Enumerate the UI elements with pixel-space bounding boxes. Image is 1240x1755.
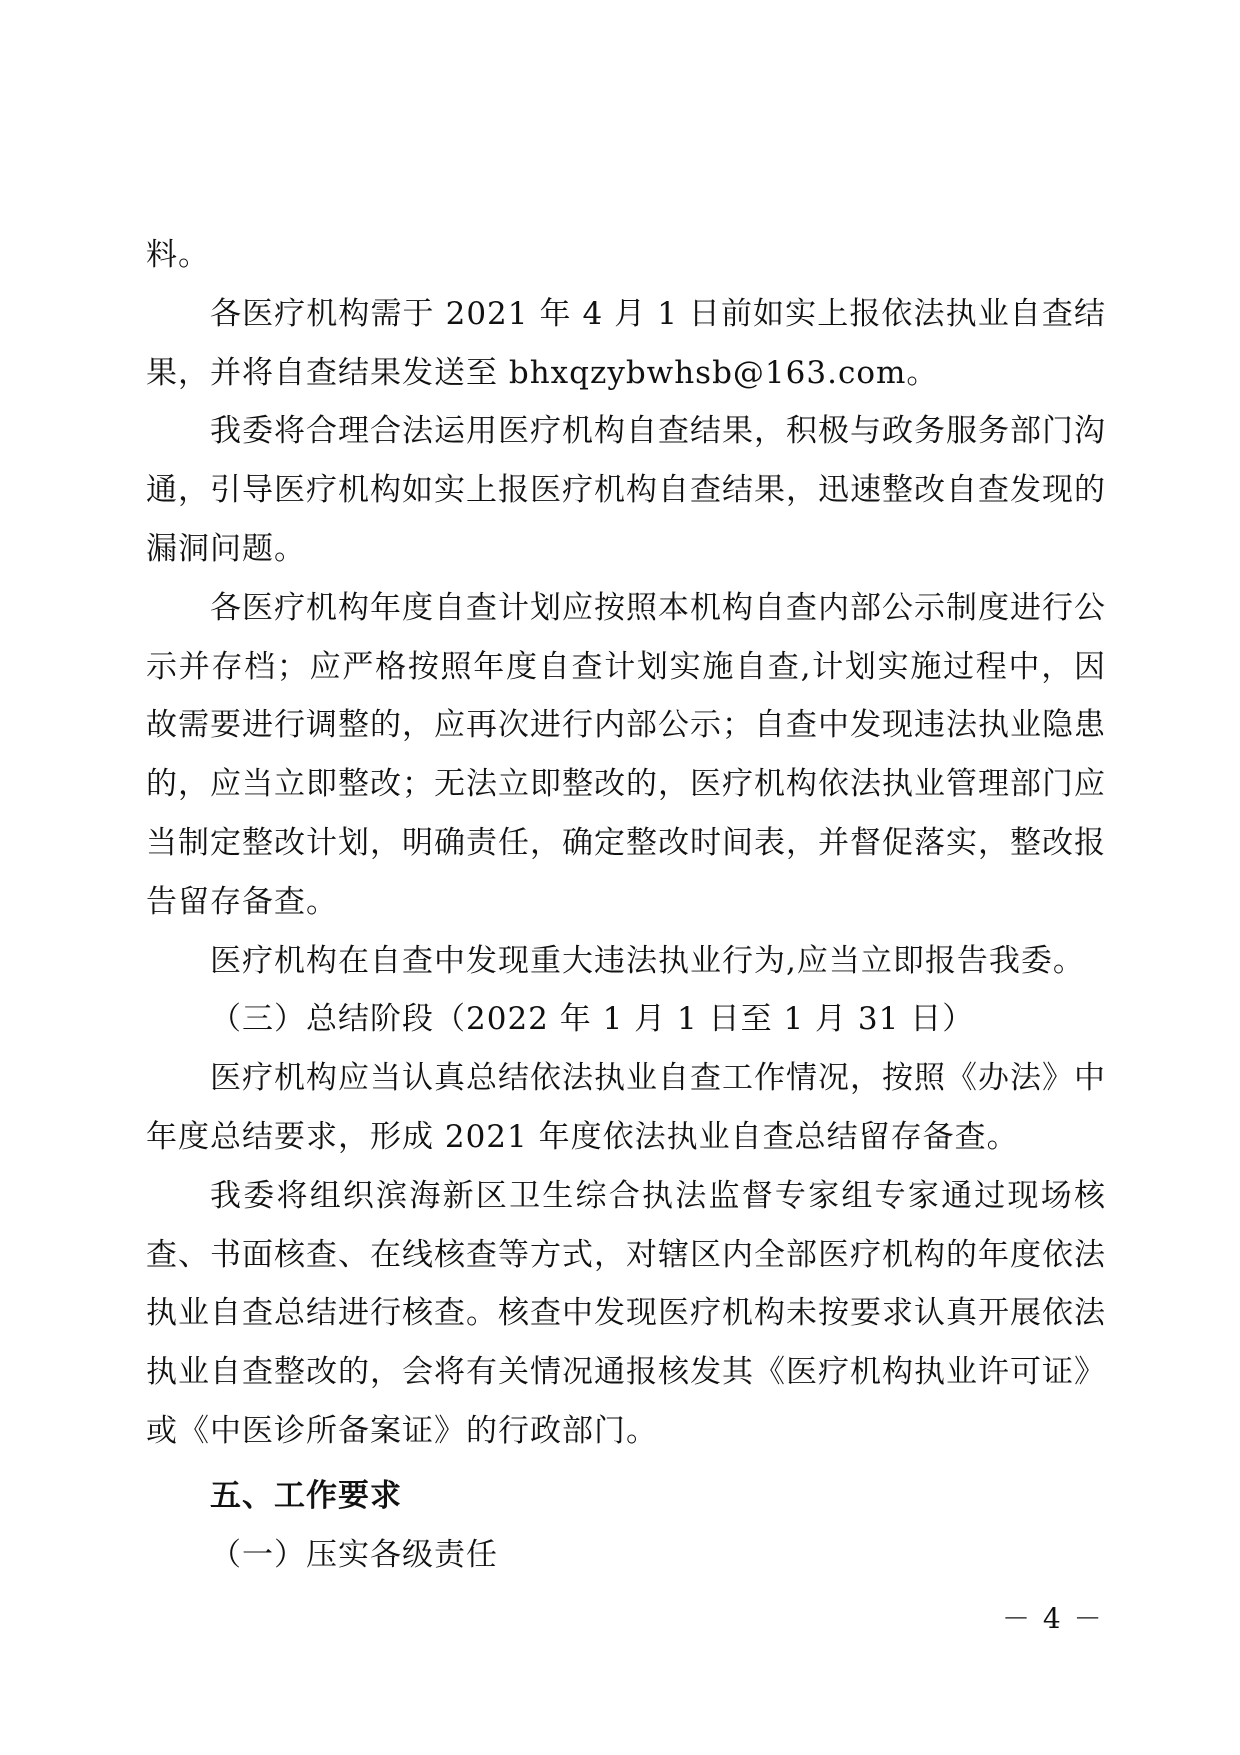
page-number: － 4 － bbox=[1002, 1602, 1104, 1635]
document-body bbox=[146, 226, 1106, 1584]
paragraph-annual-plan: 各医疗机构年度自查计划应按照本机构自查内部公示制度进行公示并存档；应严格按照年度自查计划实施自查,计划实施过程中，因故需要进行调整的，应再次进行内部公示；自查中发现违法执业隐患的，应当立即整改；无法立即整改的，医疗机构依法执业管理部门应当制定整改计划，明确责任，确定整改时间表，并督促落实，整改报告留存备查。 bbox=[146, 589, 1106, 920]
paragraph-continuation: 料。 bbox=[146, 237, 210, 273]
paragraph-verification: 我委将组织滨海新区卫生综合执法监督专家组专家通过现场核查、书面核查、在线核查等方式，对辖区内全部医疗机构的年度依法执业自查总结进行核查。核查中发现医疗机构未按要求认真开展依法执业自查整改的，会将有关情况通报核发其《医疗机构执业许可证》或《中医诊所备案证》的行政部门。 bbox=[146, 1177, 1106, 1449]
subsection-responsibility-heading: （一）压实各级责任 bbox=[210, 1536, 498, 1573]
section-summary-stage-heading: （三）总结阶段（2022 年 1 月 1 日至 1 月 31 日） bbox=[210, 1001, 975, 1038]
section-work-requirements-heading: 五、工作要求 bbox=[210, 1477, 402, 1514]
paragraph-major-violation: 医疗机构在自查中发现重大违法执业行为,应当立即报告我委。 bbox=[210, 942, 1085, 979]
paragraph-use-results: 我委将合理合法运用医疗机构自查结果，积极与政务服务部门沟通，引导医疗机构如实上报医疗机构自查结果，迅速整改自查发现的漏洞问题。 bbox=[146, 413, 1106, 567]
paragraph-summary-requirement: 医疗机构应当认真总结依法执业自查工作情况，按照《办法》中年度总结要求，形成 2021 年度依法执业自查总结留存备查。 bbox=[146, 1060, 1106, 1155]
paragraph-report-deadline: 各医疗机构需于 2021 年 4 月 1 日前如实上报依法执业自查结果，并将自查结果发送至 bhxqzybwhsb@163.com。 bbox=[146, 295, 1106, 391]
